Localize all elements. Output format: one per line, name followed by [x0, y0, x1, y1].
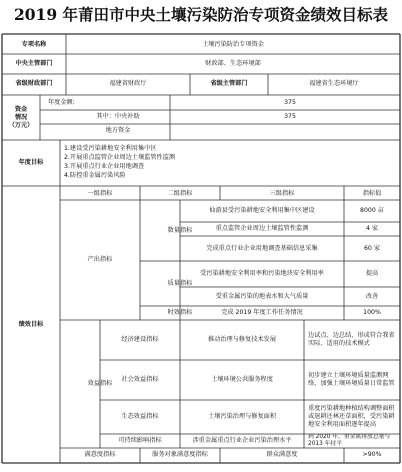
ecological-indicator-label: 生态效益指标 [121, 413, 159, 421]
page-title: 2019 年莆田市中央土壤污染防治专项资金绩效目标表 [13, 5, 389, 24]
social-indicator-label: 社会效益指标 [121, 376, 159, 384]
quality-item-1-value: 提高 [365, 270, 379, 278]
timeliness-item-name: 完成 2019 年度工作任务情况 [221, 309, 303, 317]
quality-item-2-value: 改善 [365, 292, 379, 300]
local-funds-value [190, 125, 390, 137]
satisfaction-level1-label: 满意度指标 [84, 451, 116, 459]
quality-item-2-name: 受重金属污染的地表水和大气质量 [215, 292, 309, 300]
quantity-item-2-name: 重点监管企业周边土壤监管性监测 [215, 225, 309, 233]
header-level1: 一级指标 [87, 189, 113, 197]
project-name-value: 土壤污染防治专项资金 [202, 40, 264, 48]
quantity-item-1-name: 仙游县受污染耕地安全利用集中区建设 [209, 207, 315, 215]
satisfaction-item-name: 群众满意度 [266, 451, 298, 459]
annual-goals-text: 1.建设受污染耕地安全利用集中区 2.开展重点监管企业周边土壤监管性监测 3.开展重点行业企业用地调查 4.防控重金属污染风险 [64, 145, 176, 179]
quality-indicator-label: 质量指标 [167, 279, 193, 287]
provincial-dept-label: 省级主管部门 [210, 80, 248, 88]
ecological-item-value: 重度污染耕地种植结构调整面积或退耕还林还草面积，受污染耕地安全利用面积逐年提高 [308, 405, 395, 428]
sustainable-item-name: 涉重金属重点行业企业污染治理水平 [192, 437, 292, 445]
quantity-indicator-label: 数量指标 [167, 226, 193, 234]
central-subsidy-label: 其中：中央补助 [96, 113, 140, 121]
provincial-finance-value: 福建省财政厅 [109, 80, 147, 88]
sustainable-indicator-label: 可持续影响指标 [118, 437, 162, 445]
satisfaction-item-value: >90% [362, 451, 382, 459]
benefit-indicator-label: 效益指标 [87, 380, 113, 388]
ecological-item-name: 土壤污染治理与修复面积 [207, 413, 277, 421]
central-subsidy-value: 375 [284, 113, 296, 121]
quantity-item-2-value: 4 家 [365, 225, 379, 233]
satisfaction-level2-label: 服务对象满意度指标 [152, 451, 208, 459]
annual-goals-label: 年度目标 [18, 159, 44, 167]
social-item-value: 初步建立土壤环境质量监测网络，加强土壤环境质量日常监管 [308, 372, 395, 387]
output-indicator-label: 产出指标 [87, 256, 113, 264]
timeliness-indicator-label: 时效指标 [167, 309, 193, 317]
sustainable-item-value: 到 2020 年，重金属排放总量与 2013 年持平 [308, 434, 391, 447]
perf-label: 绩效目标 [18, 320, 44, 328]
quantity-item-1-value: 8000 亩 [360, 207, 384, 215]
project-name-label: 专项名称 [21, 40, 47, 48]
provincial-dept-value: 福建省生态环境厅 [309, 80, 359, 88]
local-funds-label: 地方资金 [105, 127, 131, 135]
provincial-finance-label: 省级财政部门 [15, 80, 53, 88]
funds-label: 资金 情况 （万元） [8, 106, 34, 129]
quality-item-1-name: 受污染耕地安全利用率和污染地块安全利用率 [200, 270, 324, 278]
social-item-name: 土壤环境公共服务程度 [211, 376, 273, 384]
annual-amount-value: 375 [284, 99, 296, 107]
header-value: 指标值 [362, 189, 382, 197]
quantity-item-3-name: 完成重点行业企业用地调查基础信息采集 [206, 244, 318, 252]
quantity-item-3-value: 60 家 [363, 244, 381, 252]
economic-indicator-label: 经济建设指标 [121, 336, 159, 344]
central-dept-label: 中央主管部门 [15, 60, 53, 68]
timeliness-item-value: 100% [363, 309, 381, 317]
header-level2: 二级指标 [167, 189, 193, 197]
header-level3: 三级指标 [269, 189, 295, 197]
economic-item-value: 边试点、边总结、形成符合我省实际、适用的技术模式 [308, 332, 395, 347]
economic-item-name: 推动治理与修复技术发展 [207, 336, 277, 344]
annual-amount-label: 年度金额: [48, 99, 75, 107]
central-dept-value: 财政部、生态环境部 [205, 60, 261, 68]
